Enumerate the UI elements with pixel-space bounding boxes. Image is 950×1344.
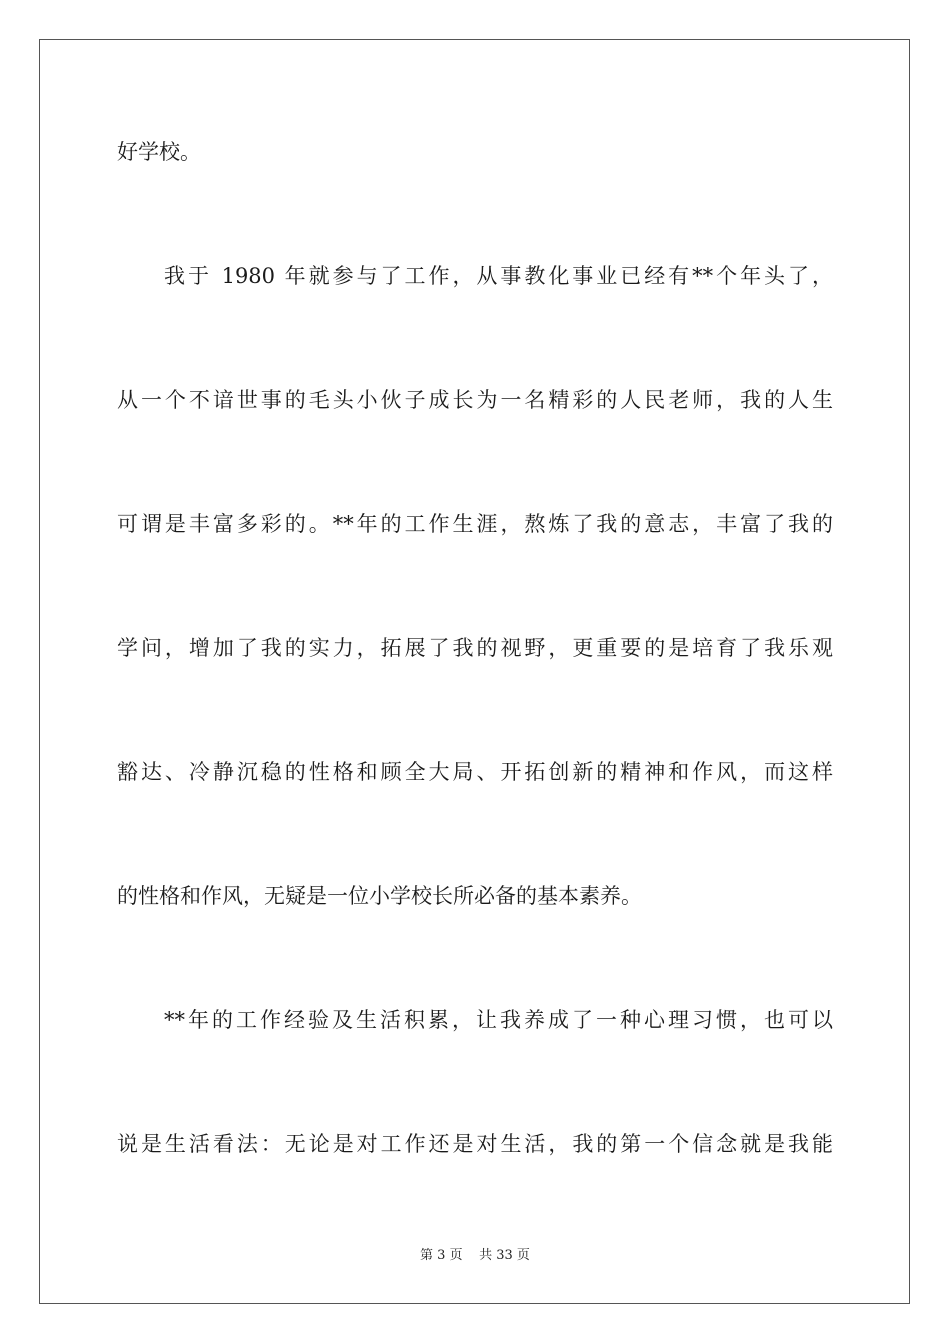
page-border [39, 39, 910, 1304]
paragraph-line: **年的工作经验及生活积累，让我养成了一种心理习惯，也可以 [164, 1008, 833, 1032]
paragraph-line: 从一个不谙世事的毛头小伙子成长为一名精彩的人民老师，我的人生 [117, 388, 833, 412]
page-number: 第 3 页 [420, 1248, 463, 1263]
paragraph-line: 学问，增加了我的实力，拓展了我的视野，更重要的是培育了我乐观 [117, 636, 833, 660]
page-total: 共 33 页 [479, 1248, 530, 1263]
paragraph-line: 可谓是丰富多彩的。**年的工作生涯，熬炼了我的意志，丰富了我的 [117, 512, 833, 536]
paragraph-line: 好学校。 [117, 140, 201, 164]
paragraph-line: 豁达、冷静沉稳的性格和顾全大局、开拓创新的精神和作风，而这样 [117, 760, 833, 784]
paragraph-line: 说是生活看法：无论是对工作还是对生活，我的第一个信念就是我能 [117, 1132, 833, 1156]
paragraph-line: 我于 1980 年就参与了工作，从事教化事业已经有**个年头了， [164, 264, 833, 288]
paragraph-line: 的性格和作风，无疑是一位小学校长所必备的基本素养。 [117, 884, 642, 908]
page-footer [0, 1247, 950, 1265]
